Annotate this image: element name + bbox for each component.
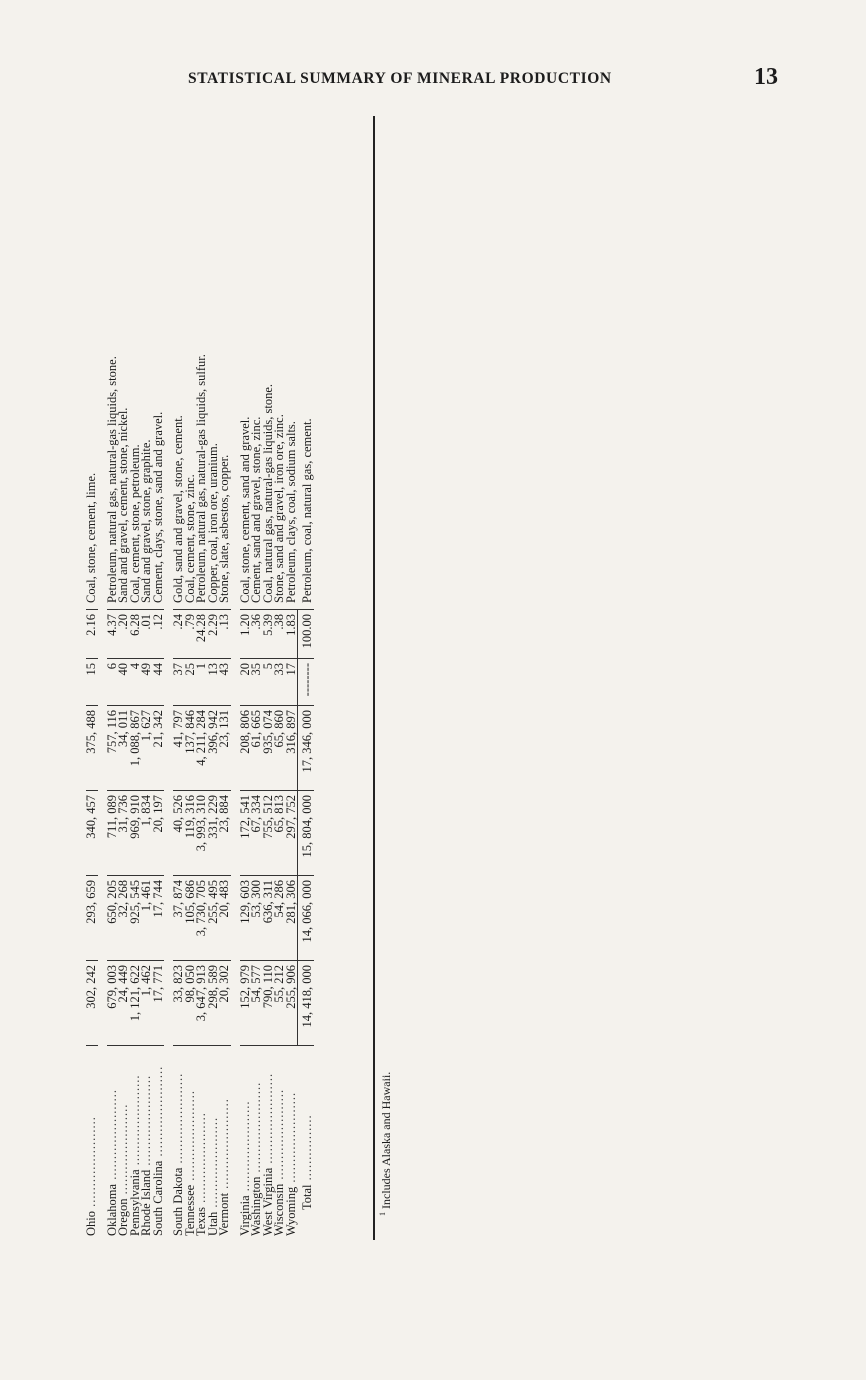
principal-minerals-text: Stone, sand and gravel, iron ore, zinc.	[272, 414, 286, 603]
principal-minerals	[150, 116, 165, 610]
principal-minerals-text: Petroleum, clays, coal, sodium salts.	[283, 421, 298, 603]
rank-text: 1	[194, 663, 208, 670]
value-3-text: 297, 752	[283, 795, 298, 839]
value-4-text: 61, 665	[249, 710, 263, 748]
value-2-text: 54, 286	[272, 880, 286, 918]
leader-dots: ......................	[272, 1088, 286, 1184]
value-1	[298, 961, 314, 1046]
rank-text: 20	[237, 663, 252, 676]
percent-of-total-text: 1.20	[237, 614, 252, 636]
percent-of-total-text: 24.28	[194, 614, 208, 643]
value-2-text: 129, 603	[237, 880, 252, 924]
value-4-text: 396, 942	[205, 710, 220, 754]
rank-text: 5	[260, 663, 275, 670]
value-1-text: 24, 449	[116, 965, 130, 1003]
group-spacer	[164, 116, 173, 1240]
state-name	[298, 1046, 314, 1241]
footnote-area	[378, 1016, 398, 1216]
value-1	[150, 961, 165, 1046]
leader-dots: ......................	[283, 1091, 298, 1187]
leader-dots: ......................	[150, 1065, 165, 1161]
group-spacer	[231, 116, 240, 1240]
value-2-text: 53, 300	[249, 880, 263, 918]
rank	[86, 659, 98, 706]
value-2-text: 3, 730, 705	[194, 880, 208, 937]
principal-minerals-text: Coal, cement, stone, petroleum.	[127, 444, 142, 603]
rank	[150, 659, 165, 706]
value-1-text: 54, 577	[249, 965, 263, 1003]
leader-dots: ......................	[171, 1072, 185, 1168]
state-name-text: Wisconsin	[272, 1183, 286, 1236]
mineral-production-table	[86, 116, 314, 1240]
value-4-text: 23, 131	[217, 710, 231, 748]
principal-minerals-text: Coal, cement, stone, zinc.	[182, 474, 197, 603]
table-row	[196, 116, 208, 1240]
state-name-text: Washington	[249, 1176, 263, 1236]
state-name	[150, 1046, 165, 1241]
rank-text: 33	[272, 663, 286, 676]
leader-dots: ......................	[116, 1103, 130, 1199]
leader-dots: ......................	[237, 1100, 252, 1196]
value-3-text: 755, 512	[260, 795, 275, 839]
leader-dots: ......................	[217, 1098, 231, 1193]
page-number: 13	[754, 64, 778, 90]
value-2-text: 1, 461	[139, 880, 153, 912]
value-1-text: 255, 906	[283, 965, 298, 1009]
value-2-text: 281, 306	[283, 880, 298, 924]
value-4-text: 316, 897	[283, 710, 298, 754]
principal-minerals-text: Sand and gravel, cement, stone, nickel.	[116, 407, 130, 603]
principal-minerals-text: Coal, natural gas, natural-gas liquids, stone.	[260, 383, 275, 603]
percent-of-total-text: .01	[139, 614, 153, 630]
value-2	[150, 876, 165, 961]
percent-of-total-text: 2.29	[205, 614, 220, 636]
state-name-text: Utah	[205, 1211, 220, 1236]
value-1-text: 298, 589	[205, 965, 220, 1009]
percent-of-total-text: .20	[116, 614, 130, 630]
table-row	[251, 116, 263, 1240]
leader-dots: ......................	[249, 1081, 263, 1177]
total-row	[298, 116, 314, 1240]
value-3	[283, 791, 298, 876]
table-row	[219, 116, 231, 1240]
rank-text: 40	[116, 663, 130, 676]
value-3	[150, 791, 165, 876]
value-3-text: 331, 229	[205, 795, 220, 839]
principal-minerals-text: Petroleum, natural gas, natural-gas liquids, stone.	[104, 356, 119, 603]
value-4-text: 21, 342	[150, 710, 165, 748]
value-1	[283, 961, 298, 1046]
principal-minerals-text: Cement, clays, stone, sand and gravel.	[150, 411, 165, 603]
leader-dots: ......................	[104, 1089, 119, 1184]
percent-of-total-text: 2.16	[84, 614, 98, 636]
value-4	[283, 706, 298, 791]
leader-dots: ......................	[139, 1074, 153, 1170]
value-4-text: 17, 346, 000	[300, 710, 314, 773]
percent-of-total-text: 100.00	[300, 614, 314, 649]
state-name	[86, 1046, 98, 1241]
value-2	[86, 876, 98, 961]
value-4-text: 34, 011	[116, 710, 130, 748]
percent-of-total-text: .38	[272, 614, 286, 630]
value-3-text: 65, 813	[272, 795, 286, 833]
state-name-text: Virginia	[237, 1195, 252, 1236]
value-4-text: 4, 211, 284	[194, 710, 208, 766]
value-2-text: 650, 205	[104, 880, 119, 924]
footnote-marker: 1	[378, 1212, 387, 1216]
running-title: STATISTICAL SUMMARY OF MINERAL PRODUCTION	[188, 70, 612, 87]
leader-dots: ......................	[84, 1116, 98, 1211]
value-1-text: 33, 823	[171, 965, 185, 1003]
state-name-text: West Virginia	[260, 1167, 275, 1236]
value-1-text: 14, 418, 000	[300, 965, 314, 1028]
principal-minerals-text: Gold, sand and gravel, stone, cement.	[171, 415, 185, 603]
value-1-text: 20, 302	[217, 965, 231, 1003]
value-3-text: 969, 910	[127, 795, 142, 839]
value-4	[86, 706, 98, 791]
value-2-text: 255, 495	[205, 880, 220, 924]
value-4	[298, 706, 314, 791]
rank-text: 17	[283, 663, 298, 676]
percent-of-total	[86, 610, 98, 659]
principal-minerals-text: Cement, sand and gravel, stone, zinc.	[249, 416, 263, 603]
table-row	[107, 116, 119, 1240]
value-4-text: 935, 074	[260, 710, 275, 754]
table-right-rule	[373, 116, 375, 1240]
value-2	[219, 876, 231, 961]
state-name-text: Total	[299, 1184, 314, 1210]
percent-of-total-text: 1.83	[283, 614, 298, 636]
value-2-text: 925, 545	[127, 880, 142, 924]
principal-minerals-text: Petroleum, coal, natural gas, cement.	[299, 418, 314, 603]
footnote	[378, 1016, 398, 1216]
rank-text: 6	[104, 663, 119, 670]
value-1-text: 98, 050	[182, 965, 197, 1003]
leader-dots: ......................	[127, 1074, 142, 1170]
principal-minerals	[298, 116, 314, 610]
state-name-text: Tennessee	[182, 1184, 197, 1236]
value-1	[219, 961, 231, 1046]
page-header	[188, 64, 778, 94]
rank-text: 37	[171, 663, 185, 676]
group-spacer	[98, 116, 107, 1240]
rank-text: 15	[84, 663, 98, 676]
footnote-text: Includes Alaska and Hawaii.	[379, 1071, 393, 1209]
value-3-text: 711, 089	[104, 795, 119, 839]
rank-text: 44	[150, 663, 165, 676]
value-2-text: 20, 483	[217, 880, 231, 918]
table-row	[274, 116, 286, 1240]
table-row	[86, 116, 98, 1240]
value-3-text: 23, 884	[217, 795, 231, 833]
table-row	[130, 116, 142, 1240]
state-name-text: Wyoming	[283, 1186, 298, 1236]
value-1-text: 679, 003	[104, 965, 119, 1009]
value-2-text: 37, 874	[171, 880, 185, 918]
value-2-text: 17, 744	[150, 880, 165, 918]
rank-text: 35	[249, 663, 263, 676]
leader-dots: ......................	[194, 1112, 208, 1208]
value-3	[298, 791, 314, 876]
percent-of-total-text: 5.39	[260, 614, 275, 636]
value-3-text: 172, 541	[237, 795, 252, 839]
table-row	[286, 116, 298, 1240]
value-1-text: 55, 212	[272, 965, 286, 1003]
state-name-text: South Dakota	[171, 1167, 185, 1236]
state-name-text: Oregon	[116, 1198, 130, 1236]
percent-of-total-text: .79	[182, 614, 197, 630]
percent-of-total-text: .13	[217, 614, 231, 630]
percent-of-total	[283, 610, 298, 659]
principal-minerals-text: Coal, stone, cement, lime.	[84, 472, 98, 603]
state-name-text: Pennsylvania	[127, 1169, 142, 1236]
percent-of-total-text: .24	[171, 614, 185, 630]
rank-text: 4	[127, 663, 142, 670]
value-3	[219, 791, 231, 876]
value-1-text: 17, 771	[150, 965, 165, 1003]
principal-minerals-text: Petroleum, natural gas, natural-gas liquids, sulfur.	[194, 354, 208, 603]
value-4-text: 208, 806	[237, 710, 252, 754]
principal-minerals	[283, 116, 298, 610]
value-3-text: 1, 834	[139, 795, 153, 827]
value-1-text: 3, 647, 913	[194, 965, 208, 1022]
table-row	[208, 116, 220, 1240]
state-name-text: Rhode Island	[139, 1169, 153, 1236]
value-3-text: 20, 197	[150, 795, 165, 833]
value-1-text: 152, 979	[237, 965, 252, 1009]
value-2-text: 14, 066, 000	[300, 880, 314, 943]
value-3-text: 119, 316	[182, 795, 197, 839]
value-3-text: 15, 804, 000	[300, 795, 314, 858]
principal-minerals	[219, 116, 231, 610]
principal-minerals-text: Sand and gravel, stone, graphite.	[139, 439, 153, 603]
value-2	[283, 876, 298, 961]
value-4-text: 137, 846	[182, 710, 197, 754]
value-1	[86, 961, 98, 1046]
rotated-table-area	[86, 116, 372, 1240]
value-4-text: 41, 797	[171, 710, 185, 748]
rank	[219, 659, 231, 706]
rank-text: 13	[205, 663, 220, 676]
state-name	[219, 1046, 231, 1241]
value-2-text: 293, 659	[84, 880, 98, 924]
table-row	[240, 116, 252, 1240]
value-3-text: 31, 736	[116, 795, 130, 833]
leader-dots: ......................	[205, 1116, 220, 1212]
state-name	[283, 1046, 298, 1241]
value-4-text: 375, 488	[84, 710, 98, 754]
principal-minerals-text: Copper, coal, iron ore, uranium.	[205, 443, 220, 603]
value-4-text: 1, 627	[139, 710, 153, 742]
principal-minerals-text: Coal, stone, cement, sand and gravel.	[237, 416, 252, 603]
rank	[283, 659, 298, 706]
principal-minerals-text: Stone, slate, asbestos, copper.	[217, 454, 231, 603]
value-4-text: 757, 116	[104, 710, 119, 754]
value-3-text: 3, 993, 310	[194, 795, 208, 852]
value-1-text: 790, 110	[260, 965, 275, 1009]
table-row	[263, 116, 275, 1240]
percent-of-total	[298, 610, 314, 659]
rank	[298, 659, 314, 706]
percent-of-total	[219, 610, 231, 659]
value-3-text: 40, 526	[171, 795, 185, 833]
value-2	[298, 876, 314, 961]
rank-text: 25	[182, 663, 197, 676]
leader-dots: ................	[299, 1114, 314, 1185]
table-row	[118, 116, 130, 1240]
value-1-text: 1, 121, 622	[127, 965, 142, 1022]
state-name-text: Texas	[194, 1207, 208, 1236]
leader-dots: ......................	[182, 1089, 197, 1185]
value-1-text: 1, 462	[139, 965, 153, 997]
value-2-text: 32, 268	[116, 880, 130, 918]
value-2-text: 105, 686	[182, 880, 197, 924]
value-4	[219, 706, 231, 791]
rank-text: 43	[217, 663, 231, 676]
percent-of-total-text: .12	[150, 614, 165, 630]
value-4-text: 1, 088, 867	[127, 710, 142, 767]
leader-dots: ......................	[260, 1072, 275, 1168]
table-row	[185, 116, 197, 1240]
percent-of-total-text: 4.37	[104, 614, 119, 636]
percent-of-total-text: .36	[249, 614, 263, 630]
value-2-text: 636, 311	[260, 880, 275, 924]
state-name-text: Oklahoma	[104, 1183, 119, 1236]
rank-text: 49	[139, 663, 153, 676]
principal-minerals	[86, 116, 98, 610]
state-name-text: Ohio	[84, 1211, 98, 1236]
state-name-text: South Carolina	[150, 1160, 165, 1236]
value-4-text: 65, 860	[272, 710, 286, 748]
state-name-text: Vermont	[217, 1192, 231, 1236]
value-4	[150, 706, 165, 791]
value-3	[86, 791, 98, 876]
table-row	[173, 116, 185, 1240]
percent-of-total-text: 6.28	[127, 614, 142, 636]
percent-of-total	[150, 610, 165, 659]
value-3-text: 67, 334	[249, 795, 263, 833]
value-1-text: 302, 242	[84, 965, 98, 1009]
value-3-text: 340, 457	[84, 795, 98, 839]
rank-text: --------	[300, 663, 314, 697]
table-row	[153, 116, 165, 1240]
